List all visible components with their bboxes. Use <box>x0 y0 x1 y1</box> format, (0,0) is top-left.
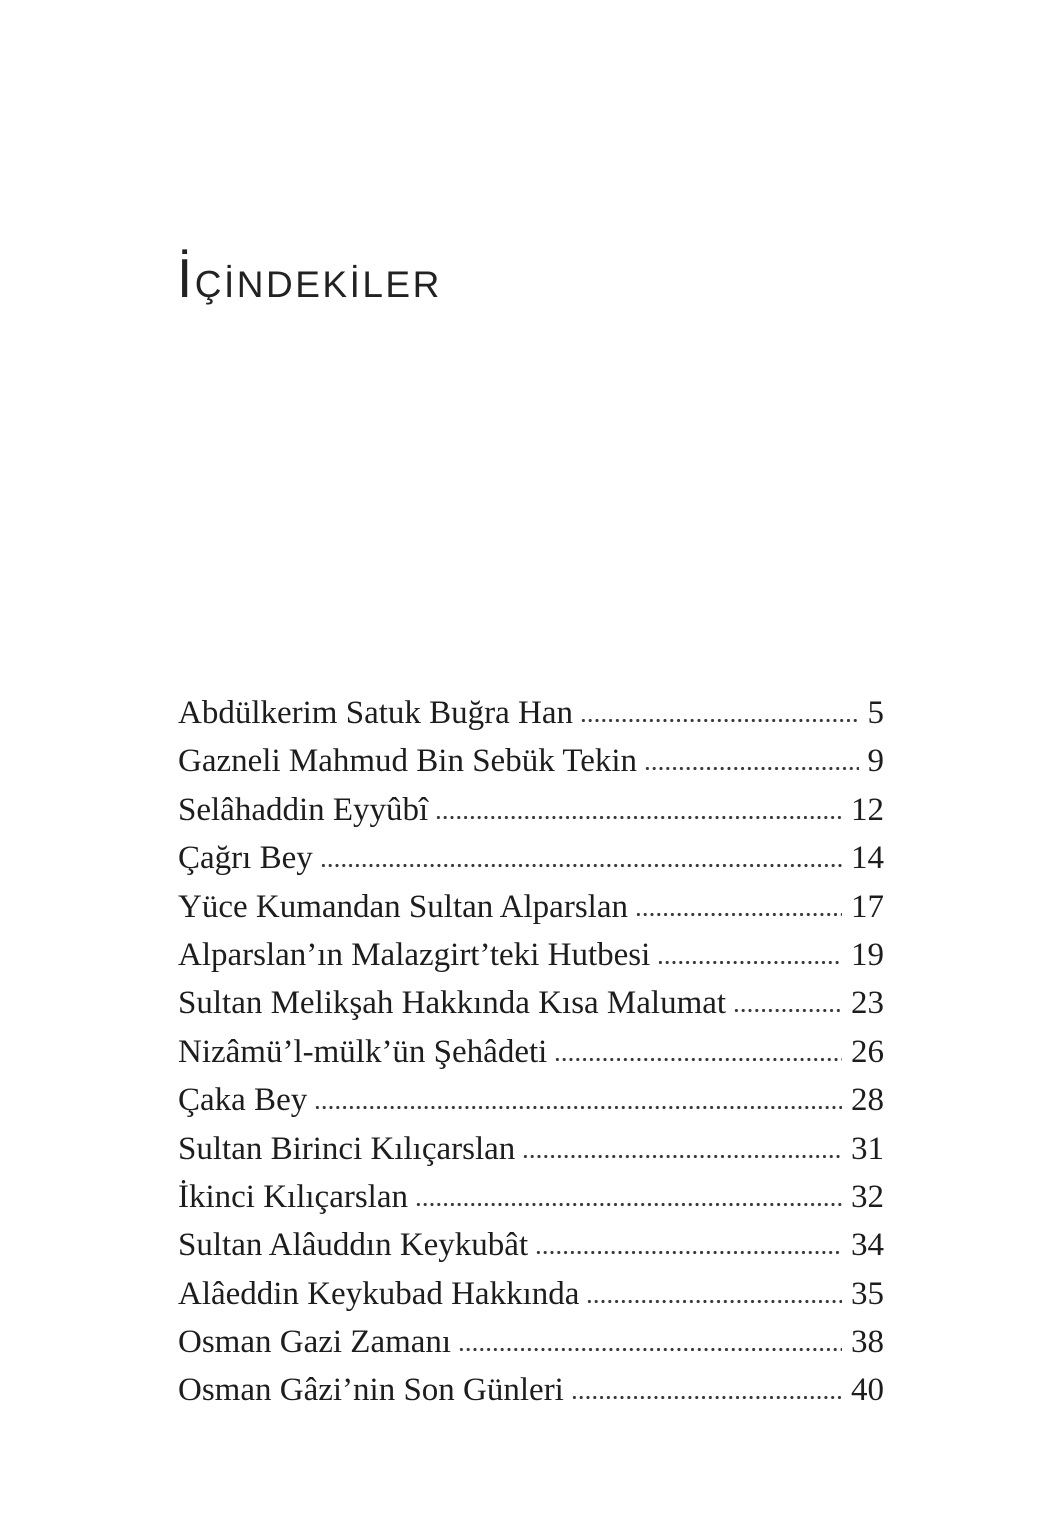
toc-entry <box>178 931 884 979</box>
dotted-leader <box>435 815 842 820</box>
toc-entry-title: Sultan Birinci Kılıçarslan <box>178 1130 516 1167</box>
toc-entry <box>178 689 884 737</box>
toc-entry-page: 31 <box>851 1130 884 1167</box>
toc-entry <box>178 883 884 931</box>
dotted-leader <box>580 718 858 723</box>
toc-entry <box>178 1125 884 1173</box>
toc-entry <box>178 1221 884 1269</box>
toc-entry-page: 12 <box>851 791 884 828</box>
dotted-leader <box>458 1347 842 1352</box>
dotted-leader <box>554 1057 842 1062</box>
toc-entry-page: 5 <box>867 695 884 731</box>
toc-entry <box>178 834 884 882</box>
toc-entry-title: Selâhaddin Eyyûbî <box>178 791 429 828</box>
toc-entry-page: 14 <box>851 840 884 877</box>
toc-list <box>178 689 884 1415</box>
toc-entry-title: Alâeddin Keykubad Hakkında <box>178 1275 580 1312</box>
dotted-leader <box>571 1395 842 1400</box>
page-title: İÇİNDEKİLER <box>177 246 442 309</box>
toc-entry <box>178 737 884 785</box>
toc-entry-page: 40 <box>851 1372 884 1409</box>
toc-entry-title: Çaka Bey <box>178 1082 308 1119</box>
toc-entry-page: 34 <box>851 1227 884 1264</box>
toc-entry-page: 19 <box>851 936 884 973</box>
toc-entry <box>178 1318 884 1366</box>
dotted-leader <box>320 863 842 868</box>
toc-entry <box>178 1366 884 1414</box>
dotted-leader <box>314 1105 842 1110</box>
toc-entry-page: 17 <box>851 888 884 925</box>
toc-entry-page: 23 <box>851 985 884 1022</box>
dotted-leader <box>733 1008 842 1013</box>
toc-entry <box>178 786 884 834</box>
toc-entry-title: Alparslan’ın Malazgirt’teki Hutbesi <box>178 936 651 973</box>
dotted-leader <box>644 766 858 771</box>
toc-entry-page: 9 <box>867 743 884 780</box>
toc-entry-title: Gazneli Mahmud Bin Sebük Tekin <box>178 743 638 780</box>
toc-entry-title: Osman Gazi Zamanı <box>178 1324 452 1361</box>
toc-entry-page: 28 <box>851 1082 884 1119</box>
toc-entry-page: 32 <box>851 1178 884 1215</box>
toc-entry <box>178 1028 884 1076</box>
toc-entry-title: Çağrı Bey <box>178 840 313 877</box>
dotted-leader <box>535 1250 842 1255</box>
toc-entry <box>178 1270 884 1318</box>
dotted-leader <box>522 1154 842 1159</box>
toc-entry-title: Sultan Alâuddın Keykubât <box>178 1227 529 1264</box>
toc-entry-page: 26 <box>851 1033 884 1070</box>
toc-entry <box>178 979 884 1027</box>
toc-entry-page: 35 <box>851 1275 884 1312</box>
dotted-leader <box>415 1202 842 1207</box>
toc-entry-title: İkinci Kılıçarslan <box>178 1178 409 1215</box>
dotted-leader <box>635 912 842 917</box>
toc-entry-title: Nizâmü’l-mülk’ün Şehâdeti <box>178 1033 548 1070</box>
dotted-leader <box>586 1299 842 1304</box>
toc-entry-title: Abdülkerim Satuk Buğra Han <box>178 695 574 731</box>
toc-entry-page: 38 <box>851 1324 884 1361</box>
dotted-leader <box>657 960 842 965</box>
toc-entry-title: Osman Gâzi’nin Son Günleri <box>178 1372 564 1409</box>
toc-entry-title: Yüce Kumandan Sultan Alparslan <box>178 888 628 925</box>
toc-entry-title: Sultan Melikşah Hakkında Kısa Malumat <box>178 985 727 1022</box>
toc-entry <box>178 1173 884 1221</box>
toc-entry <box>178 1076 884 1124</box>
